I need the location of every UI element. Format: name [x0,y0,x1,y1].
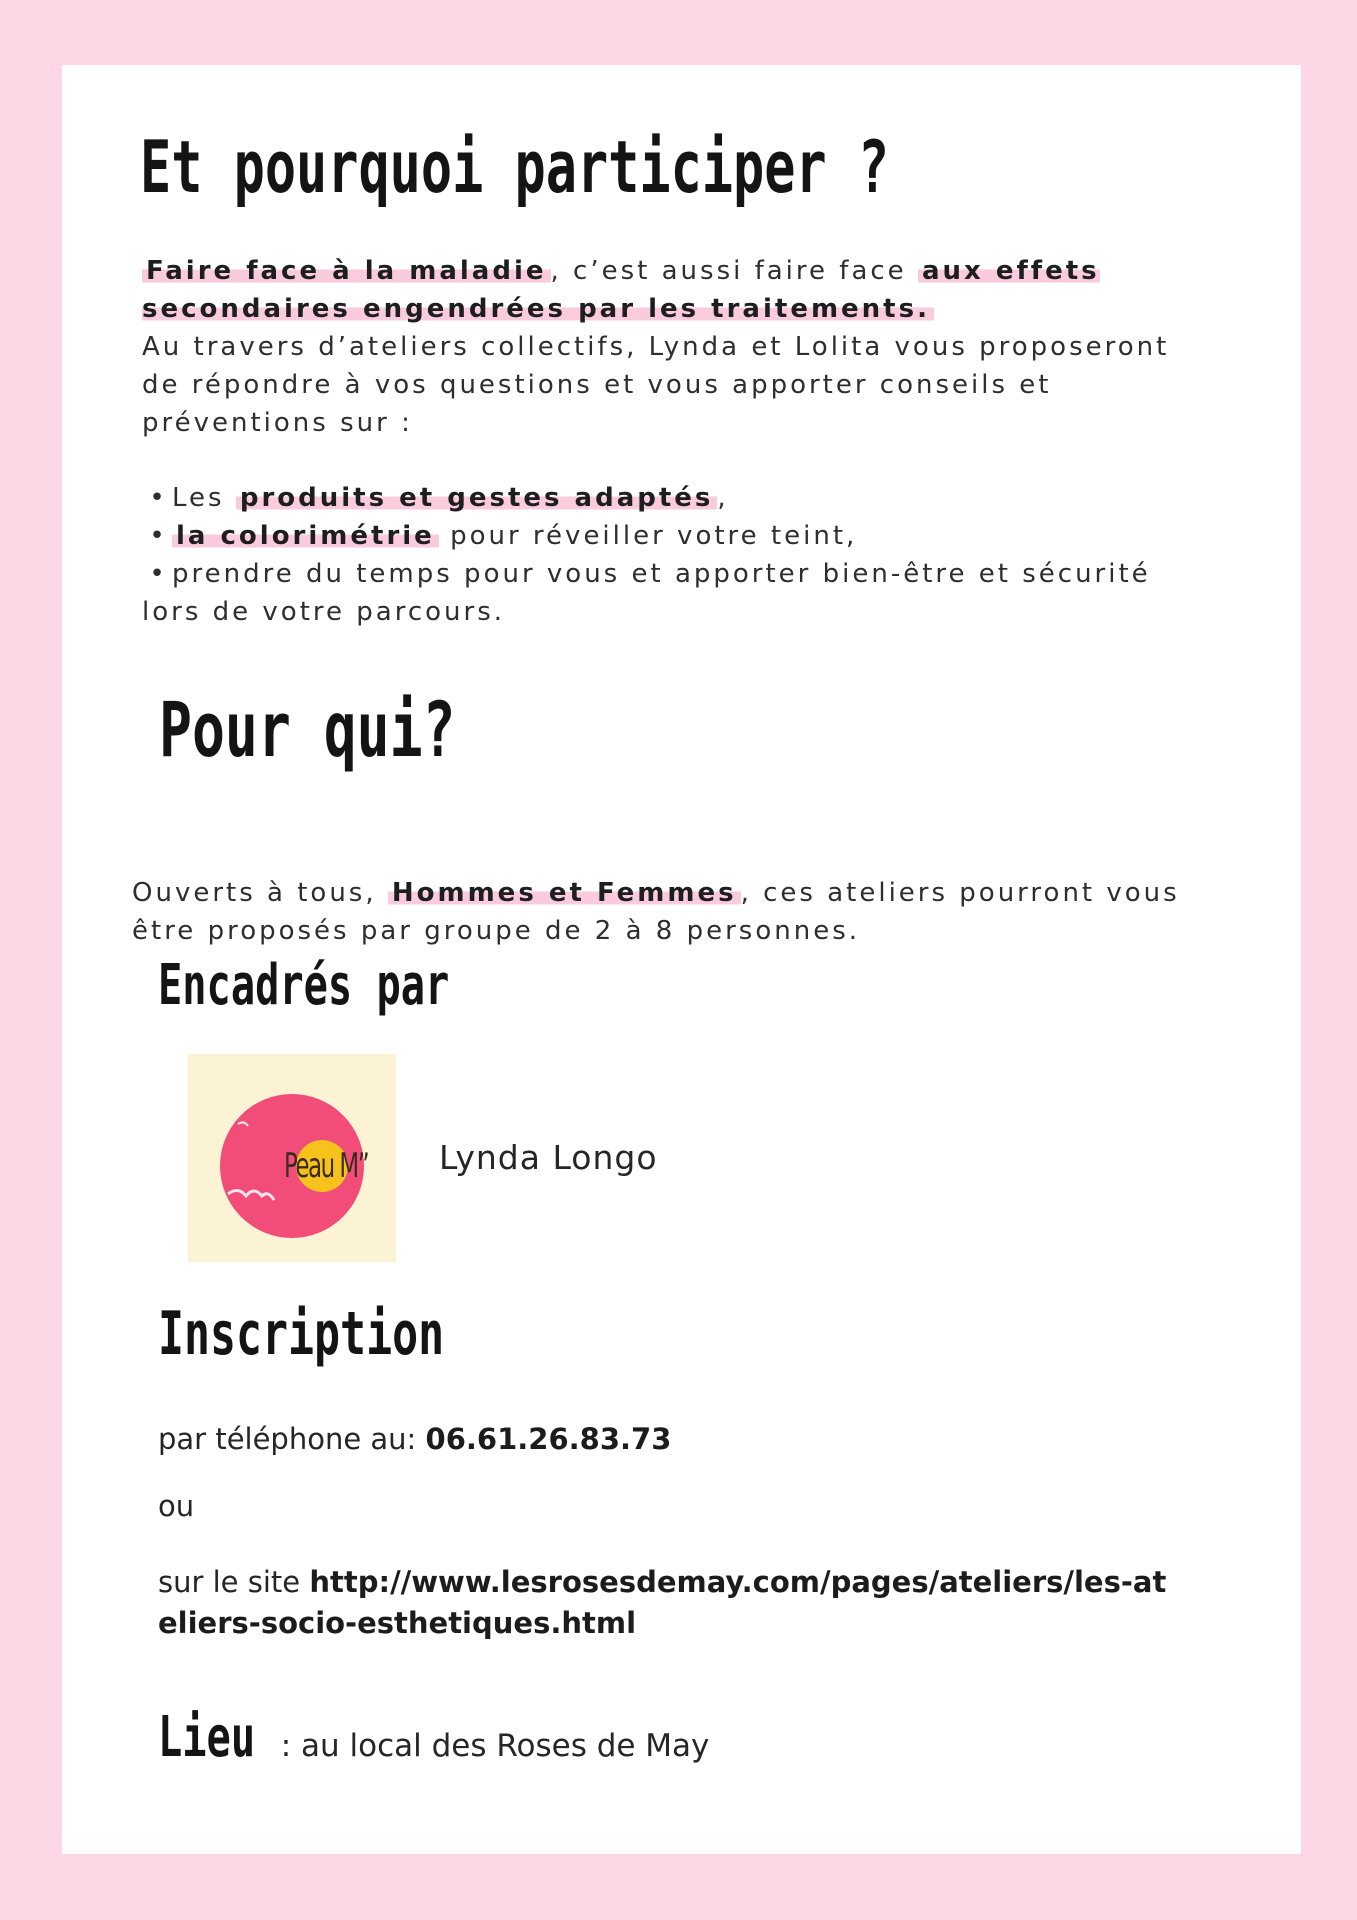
title-location: Lieu [158,1705,256,1770]
peau-m-logo [188,1054,396,1262]
title-supervised-by: Encadrés par [158,953,450,1018]
location-text: : au local des Roses de May [270,1728,710,1764]
title-registration: Inscription [158,1299,445,1369]
bullet: • [149,521,165,551]
logo-text: Peau M” [284,1146,369,1186]
highlight-side-effects: aux effets secondaires engendrées par les traitements. [142,256,1100,324]
location-line [158,1705,709,1770]
title-why-participate: Et pourquoi participer ? [140,125,890,209]
highlight-colorimetry: la colorimétrie [172,521,439,551]
supervisor-name: Lynda Longo [439,1138,658,1177]
audience-paragraph: Ouverts à tous, Hommes et Femmes , ces ateliers pourront vous être proposés par groupe de 2 à 8 personnes. [132,878,1180,946]
page-card [62,65,1301,1854]
phone-line: par téléphone au: 06.61.26.83.73 [158,1422,672,1456]
benefit-wellbeing: prendre du temps pour vous et apporter bien-être et sécurité lors de votre parcours. [142,559,1151,627]
site-line: sur le site http://www.lesrosesdemay.com/pages/ateliers/les-ateliers-socio-esthetiques.html [158,1565,1167,1640]
bullet: • [149,483,165,513]
highlight-men-women: Hommes et Femmes [388,878,741,908]
title-for-whom: Pour qui? [159,685,456,774]
phone-number[interactable]: 06.61.26.83.73 [425,1422,672,1456]
or-text: ou [158,1489,195,1523]
highlight-face-illness: Faire face à la maladie [142,256,551,286]
benefits-list: • Les produits et gestes adaptés , • la colorimétrie pour réveiller votre teint, • prendre du temps pour vous et apporter bien-être et sécurité lors de votre parcours. [142,479,1182,631]
bullet: • [149,559,165,589]
workshops-description: Au travers d’ateliers collectifs, Lynda et Lolita vous proposeront de répondre à vos questions et vous apporter conseils et préventions sur : [142,332,1170,438]
site-link[interactable]: http://www.lesrosesdemay.com/pages/ateliers/les-ateliers-socio-esthetiques.html [158,1565,1167,1640]
intro-paragraph: Faire face à la maladie , c’est aussi faire face aux effets secondaires engendrées par les traitements. Au travers d’ateliers collectifs, Lynda et Lolita vous proposeront de répondre à vos questions et vous apporter conseils et préventions sur : [142,256,1170,438]
highlight-products: produits et gestes adaptés [236,483,718,513]
